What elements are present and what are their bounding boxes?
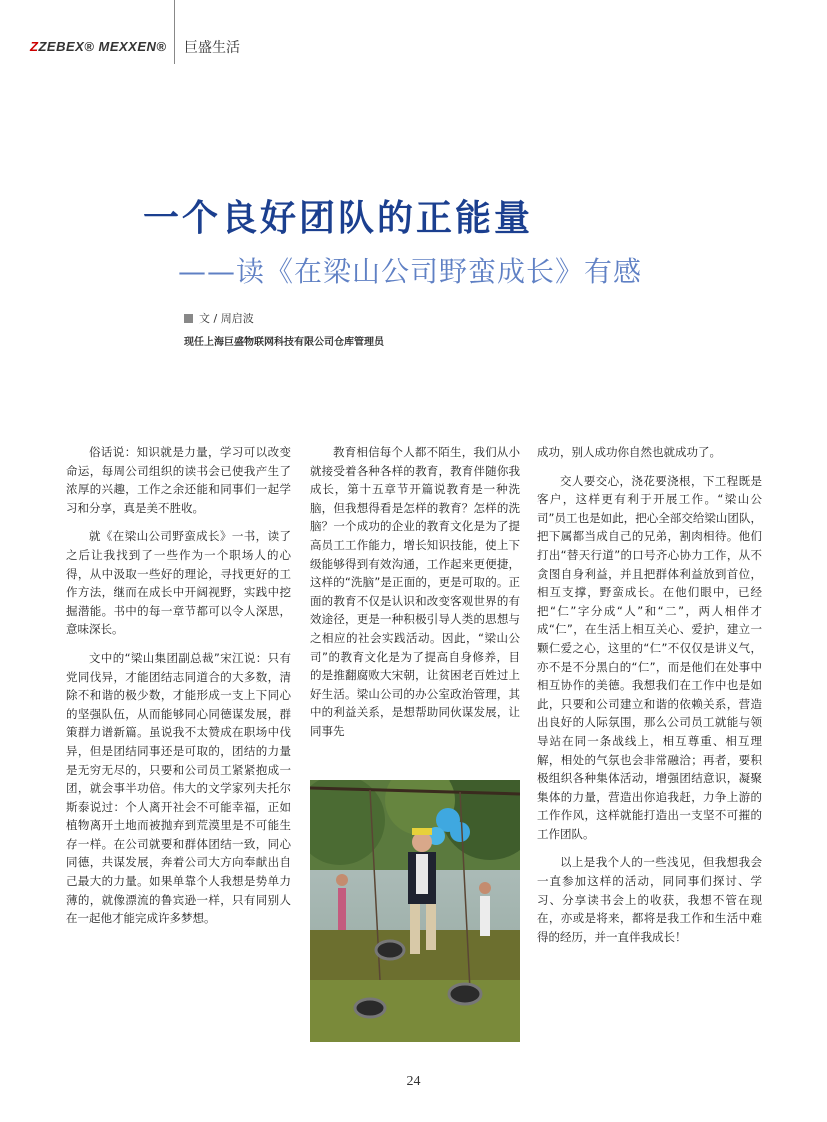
- paragraph: 就《在梁山公司野蛮成长》一书，读了之后让我找到了一些作为一个职场人的心得，从中汲取一些好的理论，寻找更好的工作方法，继而在成长中开阔视野，实践中挖掘潜能。书中的每一章节都可以令人深思，意味深长。: [66, 529, 291, 637]
- column-3: [537, 443, 762, 956]
- masthead: [30, 34, 166, 58]
- byline-square-icon: [184, 314, 193, 323]
- paragraph: 教育相信每个人都不陌生，我们从小就接受着各种各样的教育，教育伴随你我成长，第十五章节开篇说教育是一种洗脑，但我想得看是怎样的教育？怎样的洗脑？一个成功的企业的教育文化是为了提高员工工作能力，增长知识技能，使上下级能够得到有效沟通，工作起来更便捷，这样的“洗脑”是正面的，更是可取的。正面的教育不仅是认识和改变客观世界的有效途径，更是一种积极引导人类的思想与之相应的社会实践活动。因此，“梁山公司”的教育文化是为了提高自身修养，目的是推翻腐败大宋朝，让贫困老百姓过上好生活。梁山公司的办公室政治管理，其中的利益关系，是想帮助同伙谋发展，让同事先: [310, 445, 520, 738]
- paragraph: 交人要交心，浇花要浇根，下工程既是客户，这样更有利于开展工作。“梁山公司”员工也是如此，把心全部交给梁山团队，把下属都当成自己的兄弟，割肉相待。他们打出“替天行道”的口号齐心协力工作，从不贪图自身利益，并且把群体利益放到首位，相互支撑，野蛮成长。在他们眼中，已经把“仁”字分成“人”和“二”，两人相伴才成“仁”，在生活上相互关心、爱护，建立一颗仁爱之心，这里的“仁”不仅仅是讲义气，亦不是不分黑白的“仁”，而是他们在处事中相互协作的美德。我想我们在工作中也是如此，只要和公司建立和谐的依赖关系，营造出良好的人际氛围，那么公司员工就能与领导站在同一条战线上，相互尊重、相互理解，相处的气氛也会非常融洽；再者，要积极组织各种集体活动，增强团结意识，凝聚集体的力量，营造出你追我赶，力争上游的工作作风，这样就能打造出一支坚不可摧的工作团队。: [537, 473, 762, 841]
- header-divider: [174, 0, 175, 64]
- paragraph: 成功，别人成功你自然也就成功了。: [537, 445, 721, 459]
- page-number: 24: [406, 1074, 421, 1089]
- author-affiliation: 现任上海巨盛物联网科技有限公司仓库管理员: [184, 337, 384, 348]
- column-2: [310, 443, 520, 751]
- photo-illustration: [310, 780, 520, 1042]
- paragraph: 俗话说：知识就是力量，学习可以改变命运，每周公司组织的读书会已使我产生了浓厚的兴趣，工作之余还能和同事们一起学习和分享，真是美不胜收。: [66, 445, 291, 515]
- section-title: 巨盛生活: [184, 40, 240, 56]
- column-1: [66, 443, 291, 938]
- article-title: 一个良好团队的正能量: [143, 197, 534, 239]
- author: 文 / 周启波: [199, 312, 254, 325]
- article-subtitle: ——读《在梁山公司野蛮成长》有感: [178, 255, 643, 288]
- photo-playground: [310, 780, 520, 1042]
- byline: [184, 310, 254, 326]
- paragraph: 文中的“梁山集团副总裁”宋江说：只有党同伐异，才能团结志同道合的大多数，清除不和谐的极少数，才能形成一支上下同心的坚强队伍，从而能够同心同德谋发展，群策群力谱新篇。虽说我不太赞成在职场中伐异，但是团结同事还是可取的，团结的力量是无穷无尽的，只要和公司员工紧紧抱成一团，就会事半功倍。伟大的文学家列夫托尔斯泰说过：个人离开社会不可能幸福，正如植物离开土地而被抛弃到荒漠里是不可能生存一样。在公司就要和群体团结一致，同心同德，共谋发展，奔着公司大方向奉献出自己最大的力量。如果单靠个人我想是势单力薄的，就像漂流的鲁宾逊一样，只有同别人在一起他才能完成许多梦想。: [66, 650, 291, 926]
- paragraph: 以上是我个人的一些浅见，但我想我会一直参加这样的活动，同同事们探讨、学习、分享读书会上的收获，我想不管在现在，亦或是将来，都将是我工作和生活中难得的经历，并一直伴我成长！: [537, 855, 762, 944]
- brand-logo: ZZEBEX® MEXXEN®: [30, 38, 167, 54]
